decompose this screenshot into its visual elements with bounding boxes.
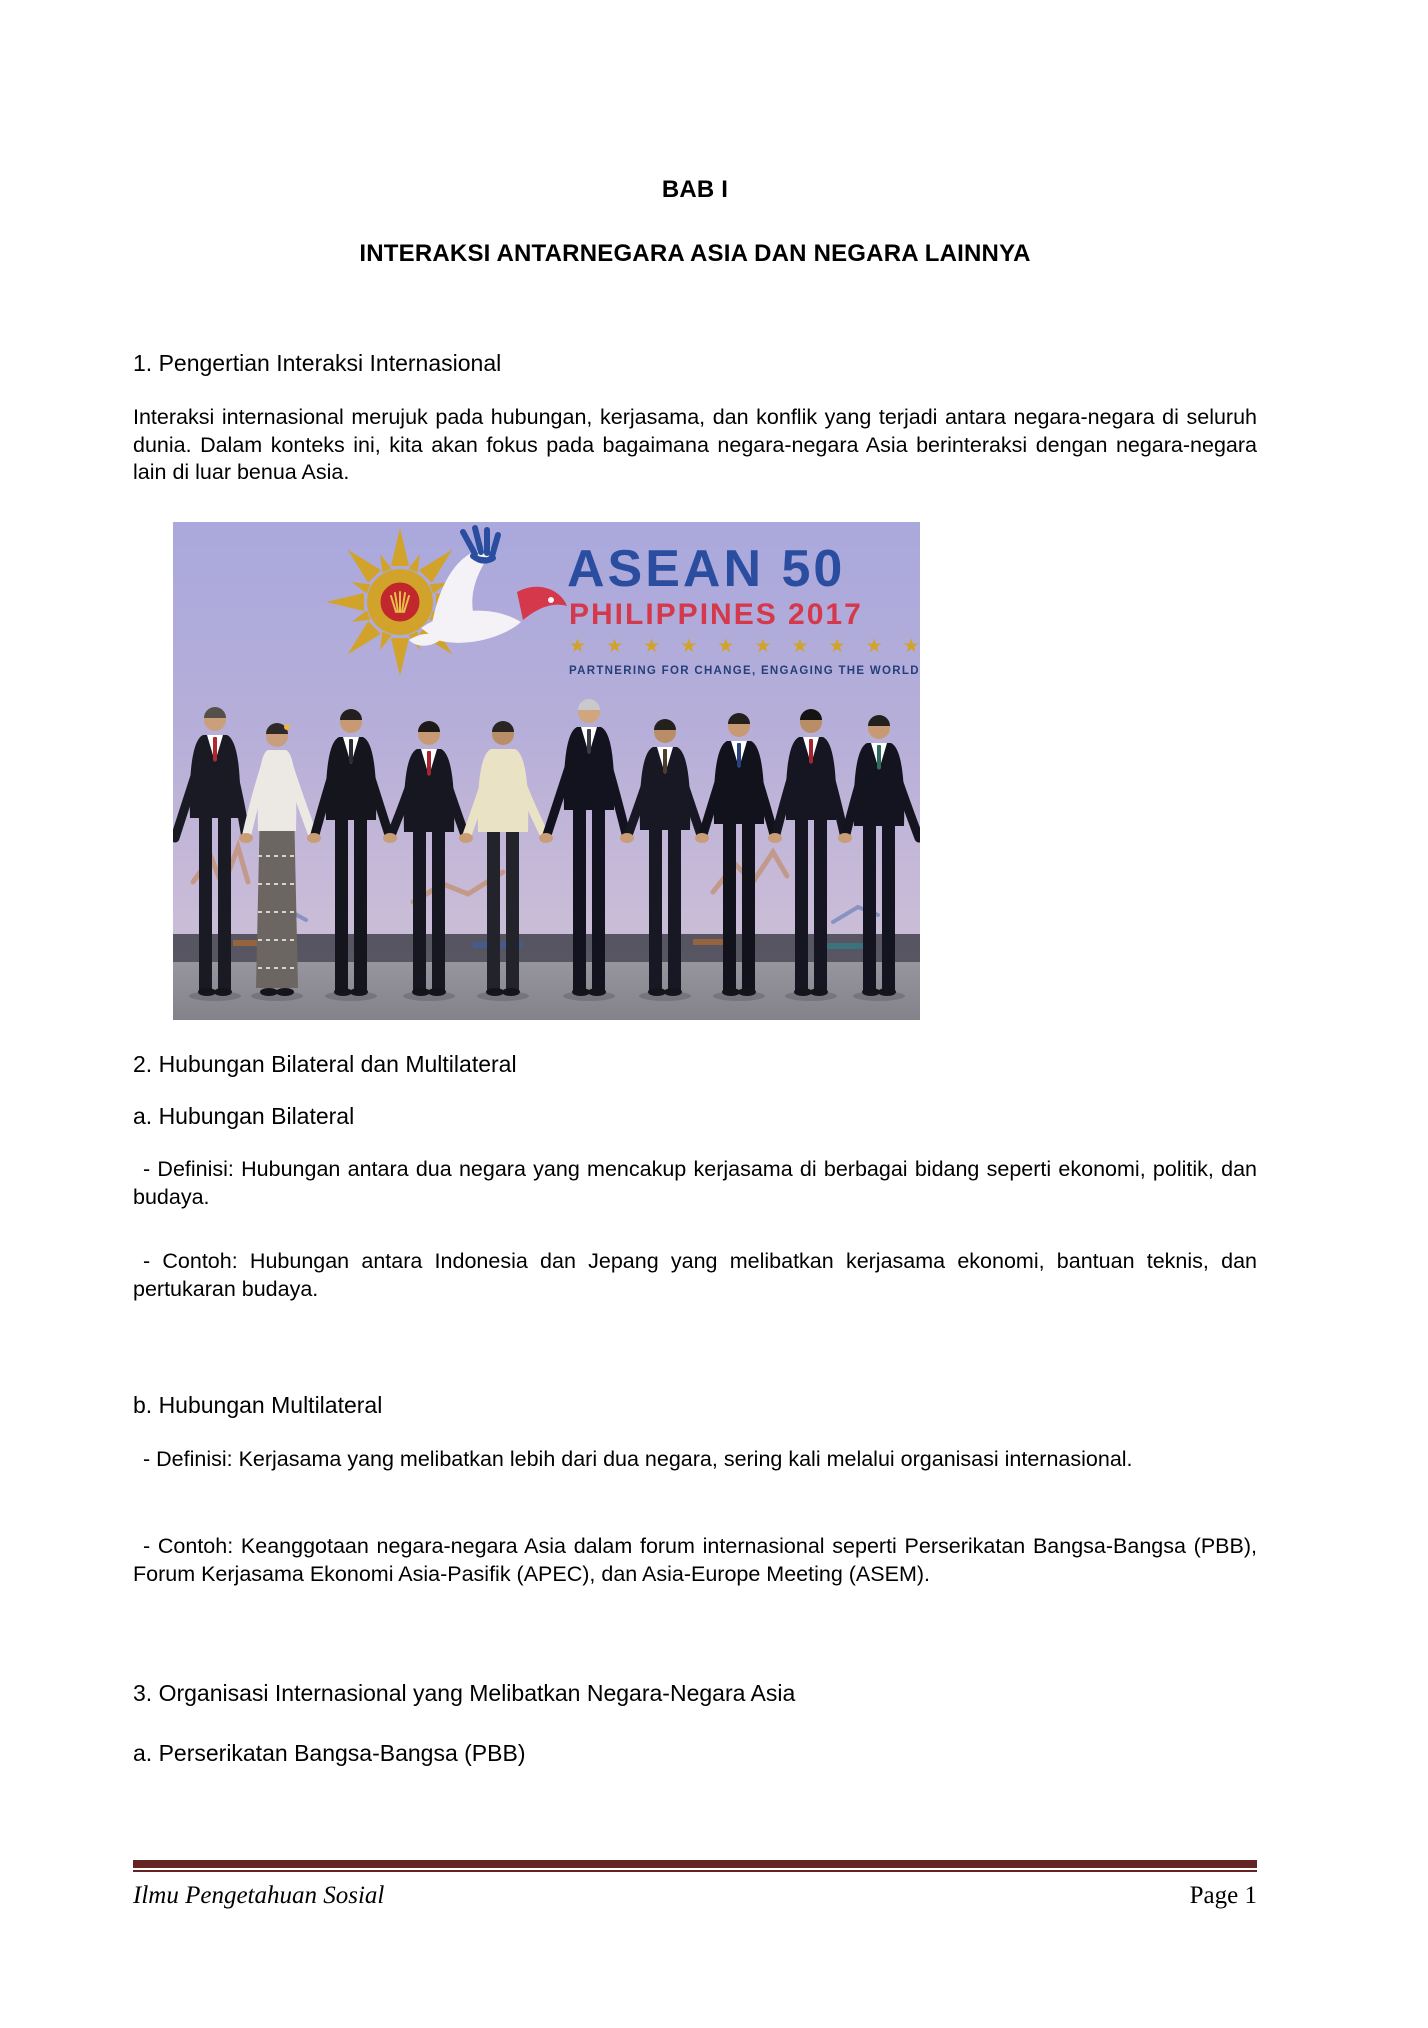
section-1-heading: 1. Pengertian Interaksi Internasional (133, 350, 502, 376)
footer-book-title: Ilmu Pengetahuan Sosial (133, 1882, 385, 1909)
footer-rule (133, 1860, 1257, 1872)
section-2a-subheading: a. Hubungan Bilateral (133, 1103, 355, 1129)
asean-summit-photo (173, 522, 920, 1020)
section-2b-subheading: b. Hubungan Multilateral (133, 1392, 383, 1418)
section-2-heading: 2. Hubungan Bilateral dan Multilateral (133, 1051, 517, 1077)
logo-title: ASEAN 50 (567, 540, 846, 598)
section-3-heading: 3. Organisasi Internasional yang Melibatkan Negara-Negara Asia (133, 1680, 796, 1706)
chapter-subtitle: INTERAKSI ANTARNEGARA ASIA DAN NEGARA LAINNYA (359, 240, 1031, 267)
logo-subtitle: PHILIPPINES 2017 (569, 598, 863, 631)
summit-photo-svg (173, 522, 920, 1020)
section-3a-subheading: a. Perserikatan Bangsa-Bangsa (PBB) (133, 1740, 526, 1766)
section-2a-definition: - Definisi: Hubungan antara dua negara yang mencakup kerjasama di berbagai bidang seperti ekonomi, politik, dan budaya. (133, 1157, 1257, 1209)
logo-stars-row: ★ ★ ★ ★ ★ ★ ★ ★ ★ ★ (569, 635, 920, 657)
footer-page-number: Page 1 (1189, 1882, 1257, 1909)
page-footer (133, 1882, 1257, 1910)
section-1-paragraph: Interaksi internasional merujuk pada hubungan, kerjasama, dan konflik yang terjadi antara negara-negara di seluruh dunia. Dalam konteks ini, kita akan fokus pada bagaimana negara-negara Asia berinteraksi dengan negara-negara lain di luar benua Asia. (133, 405, 1257, 485)
chapter-title: BAB I (661, 176, 729, 203)
section-2a-example: - Contoh: Hubungan antara Indonesia dan Jepang yang melibatkan kerjasama ekonomi, bantuan teknis, dan pertukaran budaya. (133, 1249, 1257, 1301)
logo-tagline: PARTNERING FOR CHANGE, ENGAGING THE WORLD (569, 665, 920, 677)
footer-rule-thick-line (133, 1860, 1257, 1868)
section-2b-definition: - Definisi: Kerjasama yang melibatkan lebih dari dua negara, sering kali melalui organisasi internasional. (143, 1447, 1133, 1471)
section-2b-example: - Contoh: Keanggotaan negara-negara Asia dalam forum internasional seperti Perserikatan Bangsa-Bangsa (PBB), Forum Kerjasama Ekonomi Asia-Pasifik (APEC), dan Asia-Europe Meeting (ASEM). (133, 1534, 1257, 1586)
footer-rule-thin-line (133, 1870, 1257, 1872)
